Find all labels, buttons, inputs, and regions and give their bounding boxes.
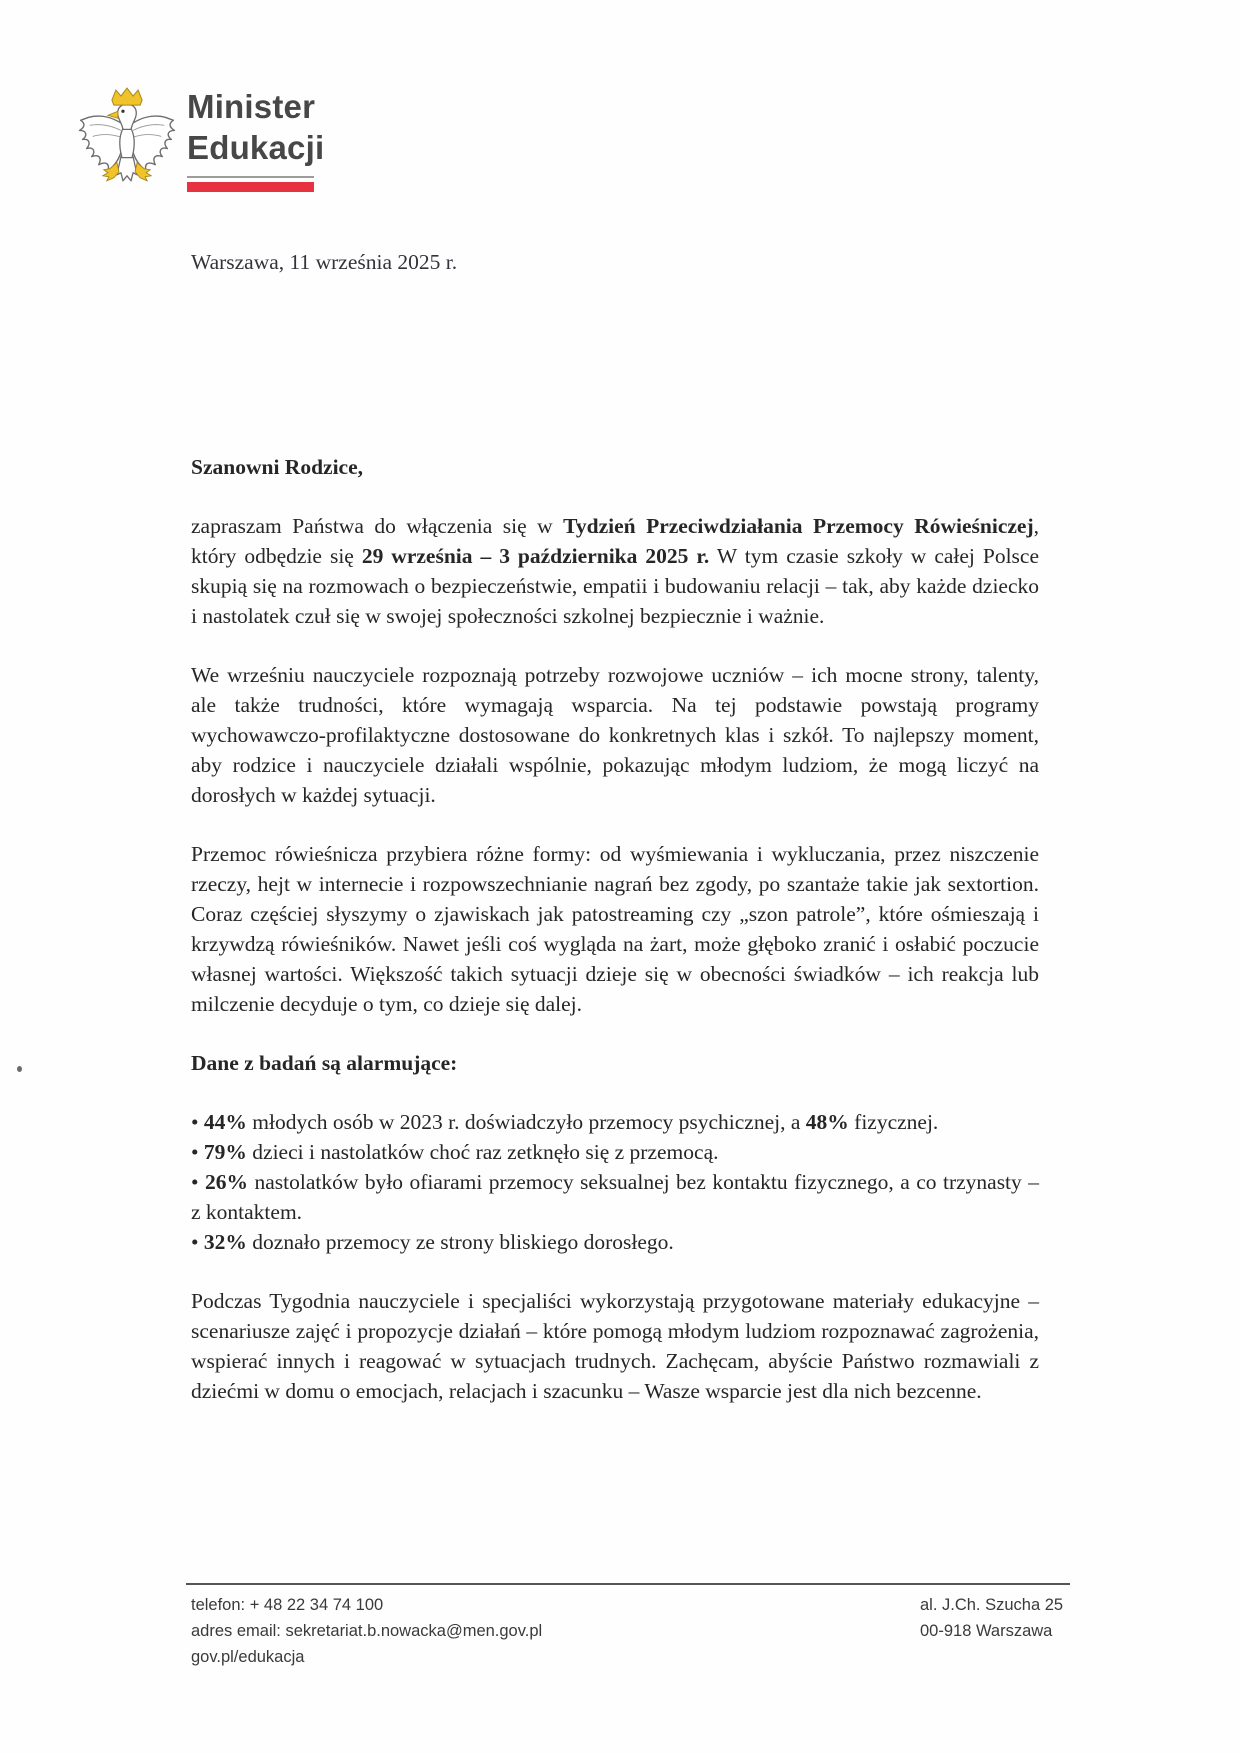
bullet-sexual-violence: • 26% nastolatków było ofiarami przemocy seksualnej bez kontaktu fizycznego, a co trzynasty – z kontaktem. [191, 1170, 1039, 1224]
paragraph-closing: Podczas Tygodnia nauczyciele i specjaliści wykorzystają przygotowane materiały edukacyjne – scenariusze zajęć i propozycje działań – które pomogą młodym ludziom rozpoznawać zagrożenia, wspierać innych i reagować w sytuacjach trudnych. Zachęcam, abyście Państwo rozmawiali z dziećmi w domu o emocjach, relacjach i szacunku – Wasze wsparcie jest dla nich bezcenne. [191, 1289, 1039, 1403]
paragraph-invitation: zapraszam Państwa do włączenia się w Tydzień Przeciwdziałania Przemocy Rówieśniczej, który odbędzie się 29 września – 3 października 2025 r. W tym czasie szkoły w całej Polsce skupią się na rozmowach o bezpieczeństwie, empatii i budowaniu relacji – tak, aby każde dziecko i nastolatek czuł się w swojej społeczności szkolnej bezpiecznie i ważnie. [191, 514, 1040, 628]
scan-artifact-dot [17, 1066, 22, 1072]
footer-divider [186, 1583, 1070, 1585]
footer-address-street: al. J.Ch. Szucha 25 [920, 1596, 1064, 1614]
footer-address [920, 1592, 1063, 1644]
flag-white-stripe [187, 176, 314, 178]
statistics-heading: Dane z badań są alarmujące: [191, 1051, 458, 1075]
ministry-name-line2: Edukacji [187, 129, 325, 166]
bullet-adult-violence: • 32% doznało przemocy ze strony bliskiego dorosłego. [191, 1230, 674, 1254]
salutation: Szanowni Rodzice, [191, 455, 363, 479]
paragraph-september-activities: We wrześniu nauczyciele rozpoznają potrzeby rozwojowe uczniów – ich mocne strony, talenty, ale także trudności, które wymagają wsparcia. Na tej podstawie powstają programy wychowawczo-profilaktyczne dostosowane do konkretnych klas i szkół. To najlepszy moment, aby rodzice i nauczyciele działali wspólnie, pokazując młodym ludziom, że mogą liczyć na dorosłych w każdej sytuacji. [191, 663, 1039, 807]
bullet-psychological-violence: • 44% młodych osób w 2023 r. doświadczyło przemocy psychicznej, a 48% fizycznej. [191, 1110, 939, 1134]
flag-red-stripe [187, 182, 314, 192]
footer-email: adres email: sekretariat.b.nowacka@men.gov.pl [191, 1622, 543, 1640]
footer-address-city: 00-918 Warszawa [920, 1622, 1053, 1640]
paragraph-violence-forms: Przemoc rówieśnicza przybiera różne formy: od wyśmiewania i wykluczania, przez niszczenie rzeczy, hejt w internecie i rozpowszechnianie nagrań bez zgody, po szantaże takie jak sextortion. Coraz częściej słyszymy o zjawiskach jak patostreaming czy „szon patrole”, które ośmieszają i krzywdzą rówieśników. Nawet jeśli coś wygląda na żart, może głęboko zranić i osłabić poczucie własnej wartości. Większość takich sytuacji dzieje się w obecności świadków – ich reakcja lub milczenie decyduje o tym, co dzieje się dalej. [191, 842, 1039, 1016]
footer-contact [191, 1592, 542, 1670]
bullet-any-violence: • 79% dzieci i nastolatków choć raz zetknęło się z przemocą. [191, 1140, 719, 1164]
footer-website: gov.pl/edukacja [191, 1648, 305, 1666]
letter-body [191, 452, 1039, 1406]
dateline: Warszawa, 11 września 2025 r. [191, 250, 458, 274]
polish-flag-divider [187, 176, 314, 192]
coat-of-arms-eagle-icon [76, 84, 178, 200]
ministry-name [187, 86, 324, 168]
footer-phone: telefon: + 48 22 34 74 100 [191, 1596, 384, 1614]
ministry-name-line1: Minister [187, 88, 316, 125]
